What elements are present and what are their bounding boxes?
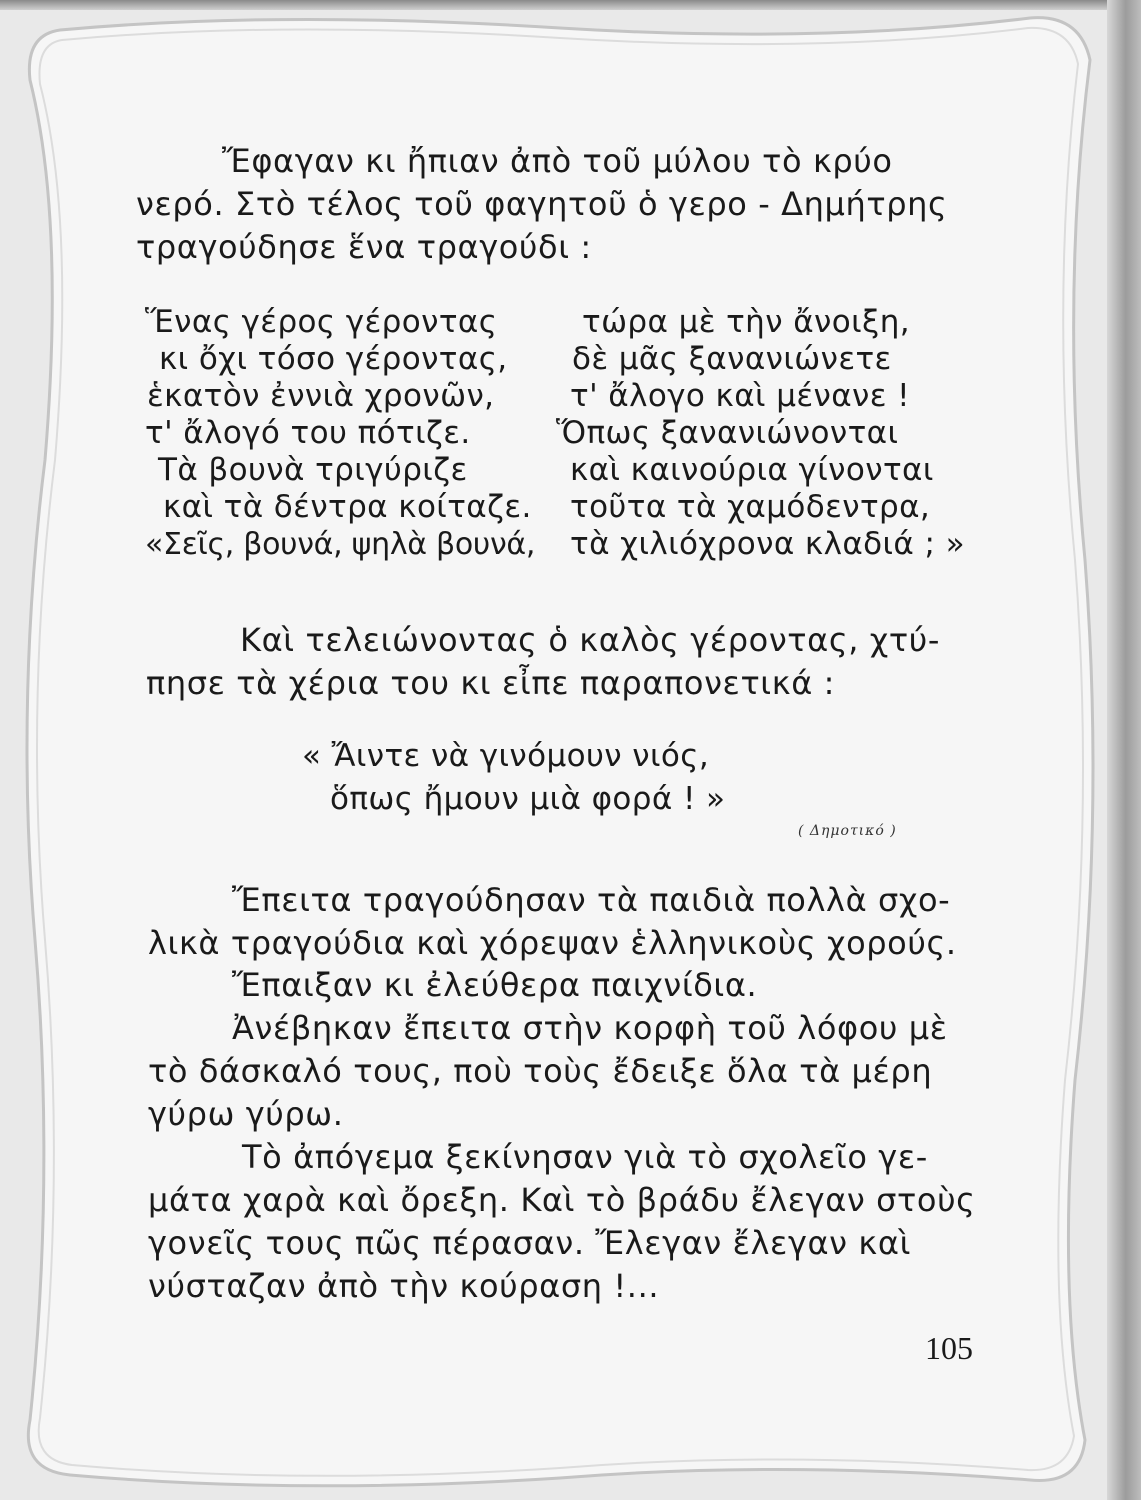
paragraph-line: Καὶ τελειώνοντας ὁ καλὸς γέροντας, χτύ- xyxy=(240,621,941,659)
paragraph-line: τραγούδησε ἕνα τραγούδι : xyxy=(136,228,592,266)
paragraph-line: Ἔπειτα τραγούδησαν τὰ παιδιὰ πολλὰ σχο- xyxy=(232,881,951,919)
verse-line: τ' ἄλογο καὶ μένανε ! xyxy=(570,378,910,414)
page-number: 105 xyxy=(925,1330,973,1366)
paragraph-line: λικὰ τραγούδια καὶ χόρεψαν ἑλληνικοὺς χορούς. xyxy=(148,924,957,962)
paragraph-line: τὸ δάσκαλό τους, ποὺ τοὺς ἔδειξε ὅλα τὰ μέρη xyxy=(148,1052,933,1090)
verse-line: τοῦτα τὰ χαμόδεντρα, xyxy=(570,489,931,525)
paragraph-closing xyxy=(148,882,976,1305)
verse-line: Τὰ βουνὰ τριγύριζε xyxy=(158,452,468,488)
verse-line: κι ὄχι τόσο γέροντας, xyxy=(159,341,508,377)
paragraph-line: Ἔφαγαν κι ἤπιαν ἀπὸ τοῦ μύλου τὸ κρύο xyxy=(222,142,893,180)
verse-line: «Σεῖς, βουνά, ψηλὰ βουνά, xyxy=(145,527,536,562)
verse-line: ἑκατὸν ἐννιὰ χρονῶν, xyxy=(147,378,495,414)
paragraph-line: μάτα χαρὰ καὶ ὄρεξη. Καὶ τὸ βράδυ ἔλεγαν στοὺς xyxy=(148,1181,976,1219)
paragraph-line: νύσταζαν ἀπὸ τὴν κούραση !... xyxy=(148,1267,660,1305)
song-left-column xyxy=(145,304,535,563)
paragraph-line: Τὸ ἀπόγεμα ξεκίνησαν γιὰ τὸ σχολεῖο γε- xyxy=(242,1138,928,1176)
paragraph-line: γύρω γύρω. xyxy=(148,1095,344,1133)
verse-line: καὶ τὰ δέντρα κοίταζε. xyxy=(163,489,532,525)
paragraph-line: νερό. Στὸ τέλος τοῦ φαγητοῦ ὁ γερο - Δημήτρης xyxy=(136,185,948,223)
verse-line: Ὅπως ξανανιώνονται xyxy=(556,415,899,451)
paragraph-intro xyxy=(136,143,947,266)
verse-line: καὶ καινούρια γίνονται xyxy=(570,452,934,488)
verse-line: Ἕνας γέρος γέροντας xyxy=(145,304,498,340)
paragraph-line: πησε τὰ χέρια του κι εἶπε παραπονετικά : xyxy=(146,664,836,702)
paragraph-line: Ἀνέβηκαν ἔπειτα στὴν κορφὴ τοῦ λόφου μὲ xyxy=(232,1009,948,1047)
quote-line: « Ἄιντε νὰ γινόμουν νιός, xyxy=(302,738,710,774)
paragraph-line: γονεῖς τους πῶς πέρασαν. Ἔλεγαν ἔλεγαν καὶ xyxy=(148,1224,912,1262)
verse-line: δὲ μᾶς ξανανιώνετε xyxy=(572,341,892,377)
quote-block xyxy=(302,738,725,818)
paragraph-line: Ἔπαιξαν κι ἐλεύθερα παιχνίδια. xyxy=(232,966,758,1004)
verse-line: τώρα μὲ τὴν ἄνοιξη, xyxy=(582,304,910,340)
source-attribution: ( Δημοτικό ) xyxy=(798,823,897,839)
song-right-column xyxy=(556,304,965,563)
verse-line: τὰ χιλιόχρονα κλαδιά ; » xyxy=(570,526,965,562)
verse-line: τ' ἄλογό του πότιζε. xyxy=(145,415,471,451)
quote-line: ὅπως ἤμουν μιὰ φορά ! » xyxy=(330,781,726,817)
paragraph-ending xyxy=(146,622,940,702)
